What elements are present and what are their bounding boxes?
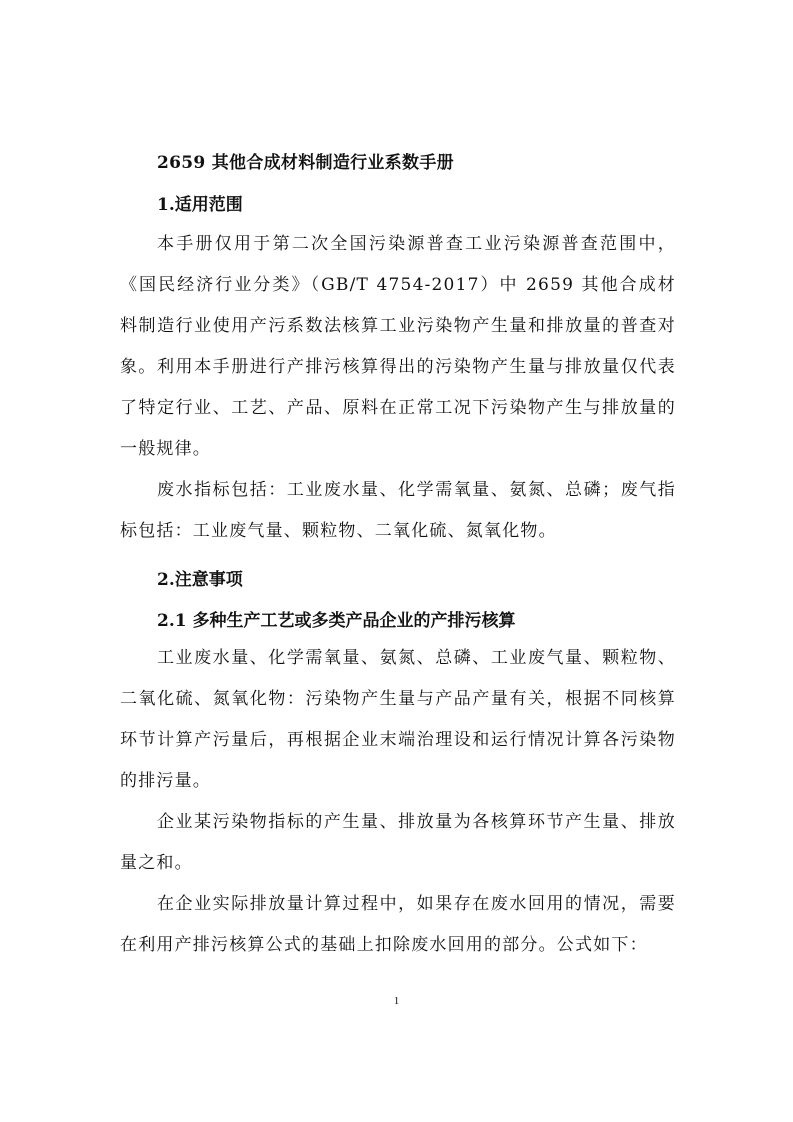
section-1-paragraph-2: 利用本手册进行产排污核算得出的污染物产生量与排放量仅代表了特定行业、工艺、产品、原料在正常工况下污染物产生与排放量的一般规律。 [120, 357, 676, 459]
section-2-1-heading: 2.1 多种生产工艺或多类产品企业的产排污核算 [157, 611, 516, 631]
section-1-paragraph-1: 本手册仅用于第二次全国污染源普查工业污染源普查范围中，《国民经济行业分类》（GB/T 4754-2017）中 2659 其他合成材料制造行业使用产污系数法核算工业污染物产生量和排放量的普查对象。 [120, 234, 676, 377]
section-2-1-paragraph-2: 企业某污染物指标的产生量、排放量为各核算环节产生量、排放量之和。 [120, 812, 676, 873]
section-2-1-paragraph-3: 在企业实际排放量计算过程中，如果存在废水回用的情况，需要在利用产排污核算公式的基础上扣除废水回用的部分。公式如下： [120, 894, 676, 955]
section-1-paragraph-3: 废水指标包括：工业废水量、化学需氧量、氨氮、总磷；废气指标包括：工业废气量、颗粒物、二氧化硫、氮氧化物。 [120, 480, 676, 541]
page-number: 1 [393, 995, 400, 1007]
document-title: 2659 其他合成材料制造行业系数手册 [157, 153, 454, 173]
section-1-heading: 1.适用范围 [157, 195, 243, 215]
section-2-1-paragraph-1: 工业废水量、化学需氧量、氨氮、总磷、工业废气量、颗粒物、二氧化硫、氮氧化物：污染物产生量与产品产量有关，根据不同核算环节计算产污量后，再根据企业末端治理设和运行情况计算各污染物的排污量。 [120, 648, 676, 791]
section-2-heading: 2.注意事项 [157, 570, 243, 590]
